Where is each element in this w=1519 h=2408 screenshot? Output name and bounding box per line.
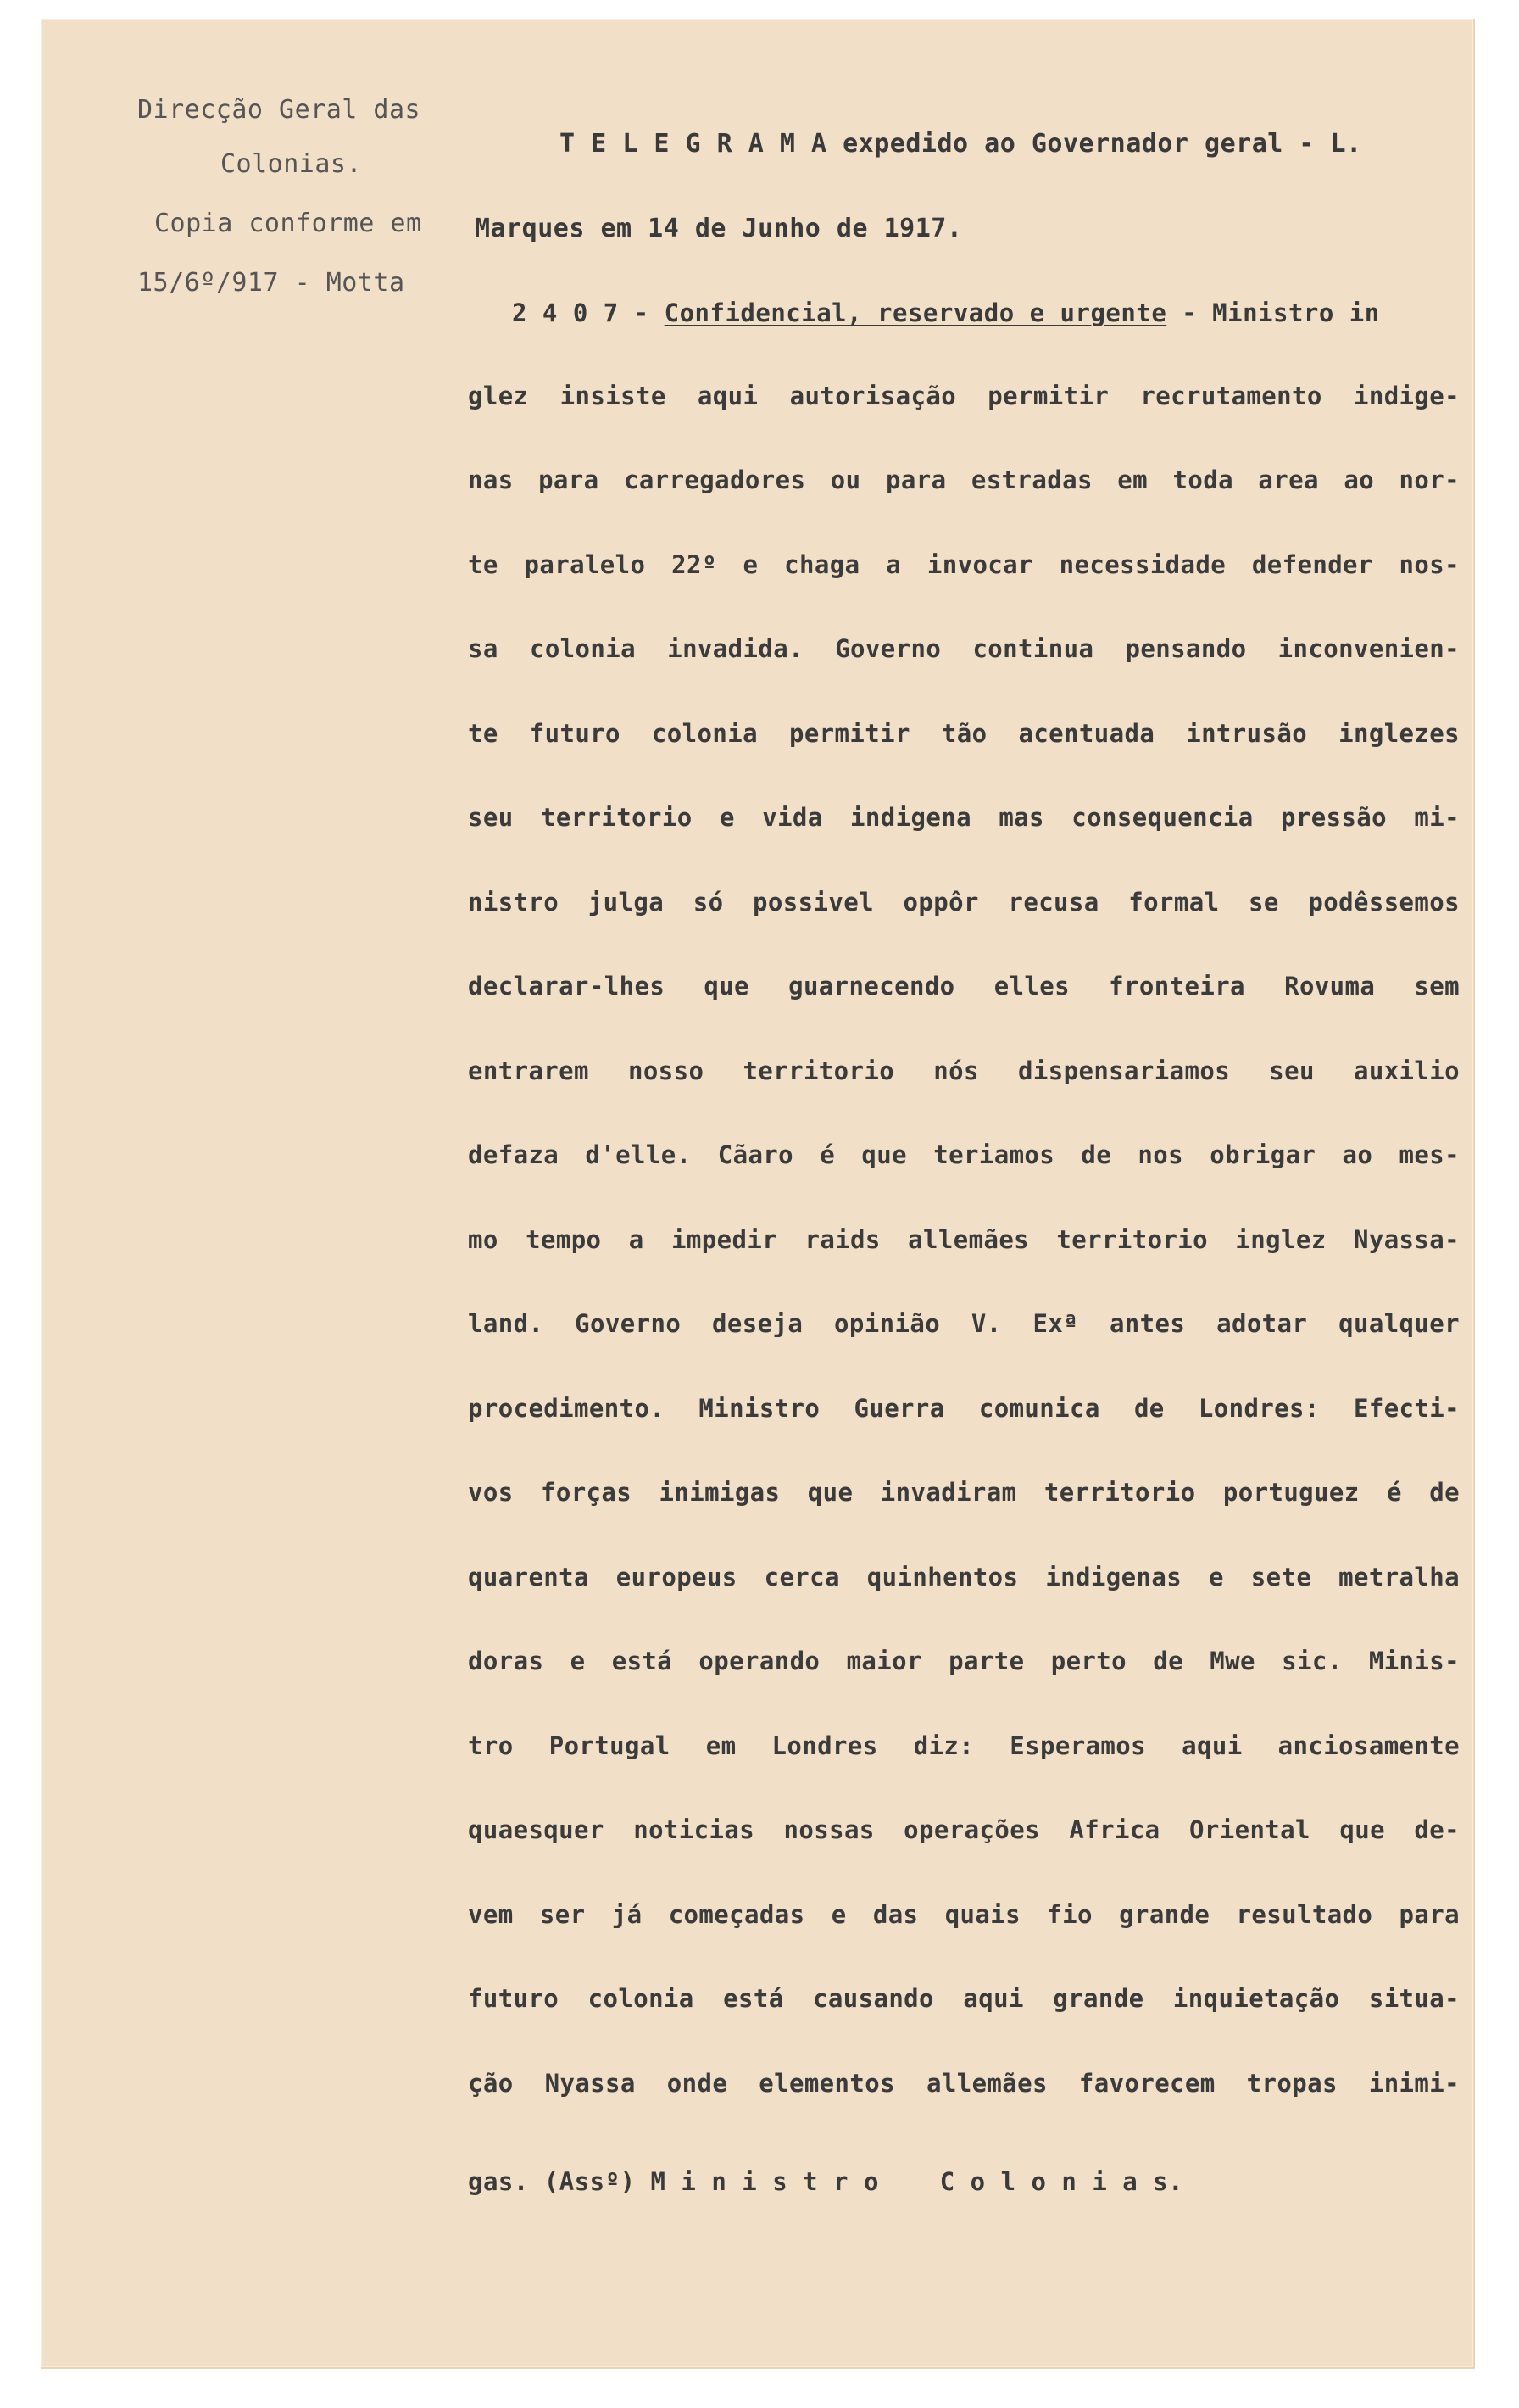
telegram-title: T E L E G R A M A [559,129,827,159]
body-line: ção Nyassa onde elementos allemães favorecem tropas inimi- [468,2069,1460,2098]
body-line: land. Governo deseja opinião V. Exª antes adotar qualquer [468,1309,1460,1338]
body-line: doras e está operando maior parte perto de Mwe sic. Minis- [468,1647,1460,1675]
last-line-start: gas. (Assº) [468,2167,651,2196]
margin-note-line-4: 15/6º/917 - Motta [137,268,405,298]
confidential-label: Confidencial, reservado e urgente [664,298,1167,327]
telegram-title-rest: expedido ao Governador geral - L. [826,129,1362,159]
telegram-heading [559,129,1362,159]
body-line: seu territorio e vida indigena mas consequencia pressão mi- [468,803,1460,832]
separator: - [618,298,665,327]
body-line: quarenta europeus cerca quinhentos indigenas e sete metralha [468,1563,1460,1591]
document-page [41,19,1475,2369]
signature-minister: M i n i s t r o C o l o n i a s. [650,2167,1184,2196]
margin-note-line-1: Direcção Geral das [137,95,421,125]
body-line: tro Portugal em Londres diz: Esperamos aqui anciosamente [468,1731,1460,1760]
telegram-number: 2 4 0 7 [512,298,619,327]
body-line: sa colonia invadida. Governo continua pensando inconvenien- [468,634,1460,663]
body-line: procedimento. Ministro Guerra comunica de Londres: Efecti- [468,1394,1460,1423]
body-line: nas para carregadores ou para estradas em toda area ao nor- [468,465,1460,494]
body-line: glez insiste aqui autorisação permitir recrutamento indige- [468,382,1460,410]
body-line: vem ser já começadas e das quais fio grande resultado para [468,1900,1460,1929]
body-line: declarar-lhes que guarnecendo elles fronteira Rovuma sem [468,972,1460,1001]
telegram-date-line: Marques em 14 de Junho de 1917. [475,214,963,243]
margin-note-line-3: Copia conforme em [154,209,422,238]
body-line: te futuro colonia permitir tão acentuada intrusão inglezes [468,719,1460,748]
body-line: te paralelo 22º e chaga a invocar necessidade defender nos- [468,550,1460,579]
first-line-rest: - Ministro in [1166,298,1380,327]
body-line: mo tempo a impedir raids allemães territorio inglez Nyassa- [468,1225,1460,1254]
body-line: entrarem nosso territorio nós dispensariamos seu auxilio [468,1056,1460,1085]
body-line: vos forças inimigas que invadiram territorio portuguez é de [468,1478,1460,1507]
body-line: futuro colonia está causando aqui grande inquietação situa- [468,1984,1460,2013]
margin-note-line-2: Colonias. [220,149,363,179]
body-line: defaza d'elle. Cãaro é que teriamos de nos obrigar ao mes- [468,1140,1460,1169]
body-first-line [512,298,1380,327]
body-last-line [468,2167,1183,2196]
body-line: quaesquer noticias nossas operações Africa Oriental que de- [468,1815,1460,1844]
body-line: nistro julga só possivel oppôr recusa formal se podêssemos [468,888,1460,917]
